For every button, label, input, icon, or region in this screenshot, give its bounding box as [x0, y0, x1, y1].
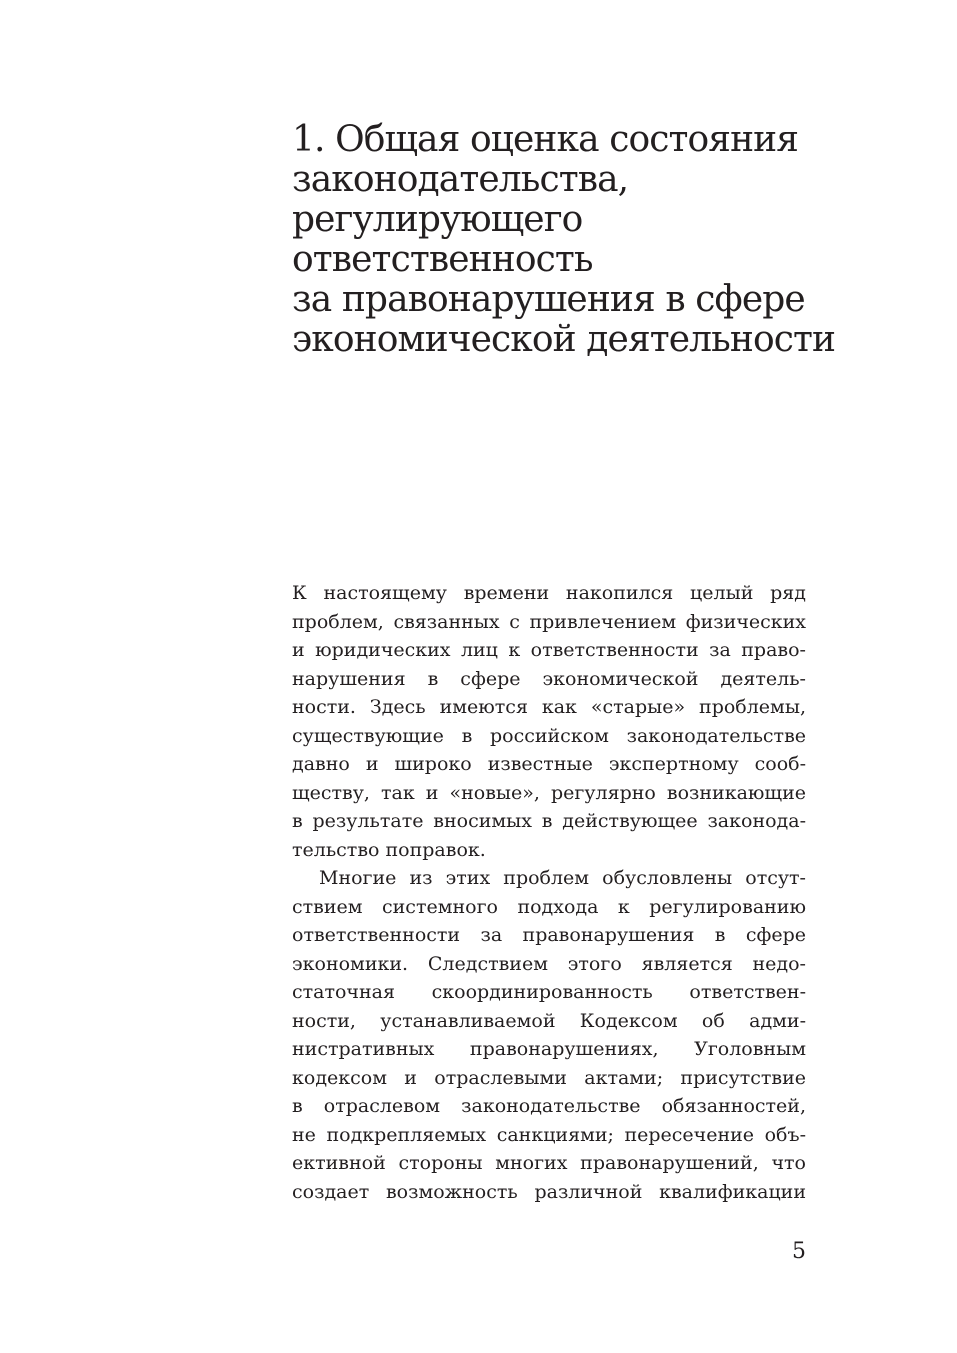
text-line: ществу, так и «новые», регулярно возникающие [292, 781, 807, 804]
chapter-title [292, 120, 852, 360]
paragraph-1 [292, 579, 806, 864]
text-line: ответственности за правонарушения в сфере [292, 924, 806, 946]
text-line: Многие из этих проблем обусловлены отсут- [319, 867, 806, 889]
text-line: создает возможность различной квалификации [292, 1180, 807, 1203]
text-line: К настоящему времени накопился целый ряд [292, 582, 806, 604]
text-line: давно и широко известные экспертному сооб- [292, 753, 807, 775]
chapter-title-line: ответственность [292, 239, 593, 280]
page-number: 5 [792, 1239, 806, 1264]
text-line: в результате вносимых в действующее законода- [292, 810, 807, 832]
text-line: не подкрепляемых санкциями; пересечение объ- [292, 1123, 806, 1146]
text-line: проблем, связанных с привлечением физических [292, 610, 807, 633]
chapter-title-line: за правонарушения в сфере [292, 279, 805, 320]
chapter-title-line: 1. Общая оценка состояния [292, 119, 799, 160]
text-line: ности. Здесь имеются как «старые» проблемы, [292, 696, 806, 718]
text-line: статочная скоординированность ответствен- [292, 981, 807, 1003]
chapter-title-line: регулирующего [292, 199, 583, 240]
chapter-title-line: законодательства, [292, 159, 629, 200]
text-line: нарушения в сфере экономической деятель- [292, 667, 806, 690]
text-line: экономики. Следствием этого является недо- [292, 952, 806, 975]
text-line: нистративных правонарушениях, Уголовным [292, 1038, 806, 1060]
paragraph-2 [292, 864, 806, 1206]
chapter-title-line: экономической деятельности [292, 319, 836, 360]
text-line: существующие в российском законодательстве [292, 724, 807, 747]
text-line: ективной стороны многих правонарушений, что [292, 1152, 806, 1174]
text-line: и юридических лиц к ответственности за право- [292, 639, 806, 661]
text-line: в отраслевом законодательстве обязанностей, [292, 1095, 807, 1117]
text-line: ствием системного подхода к регулированию [292, 895, 807, 918]
text-line: кодексом и отраслевыми актами; присутствие [292, 1066, 807, 1089]
body-text [292, 579, 806, 1206]
text-line: тельство поправок. [292, 838, 486, 861]
text-line: ности, устанавливаемой Кодексом об адми- [292, 1009, 807, 1032]
